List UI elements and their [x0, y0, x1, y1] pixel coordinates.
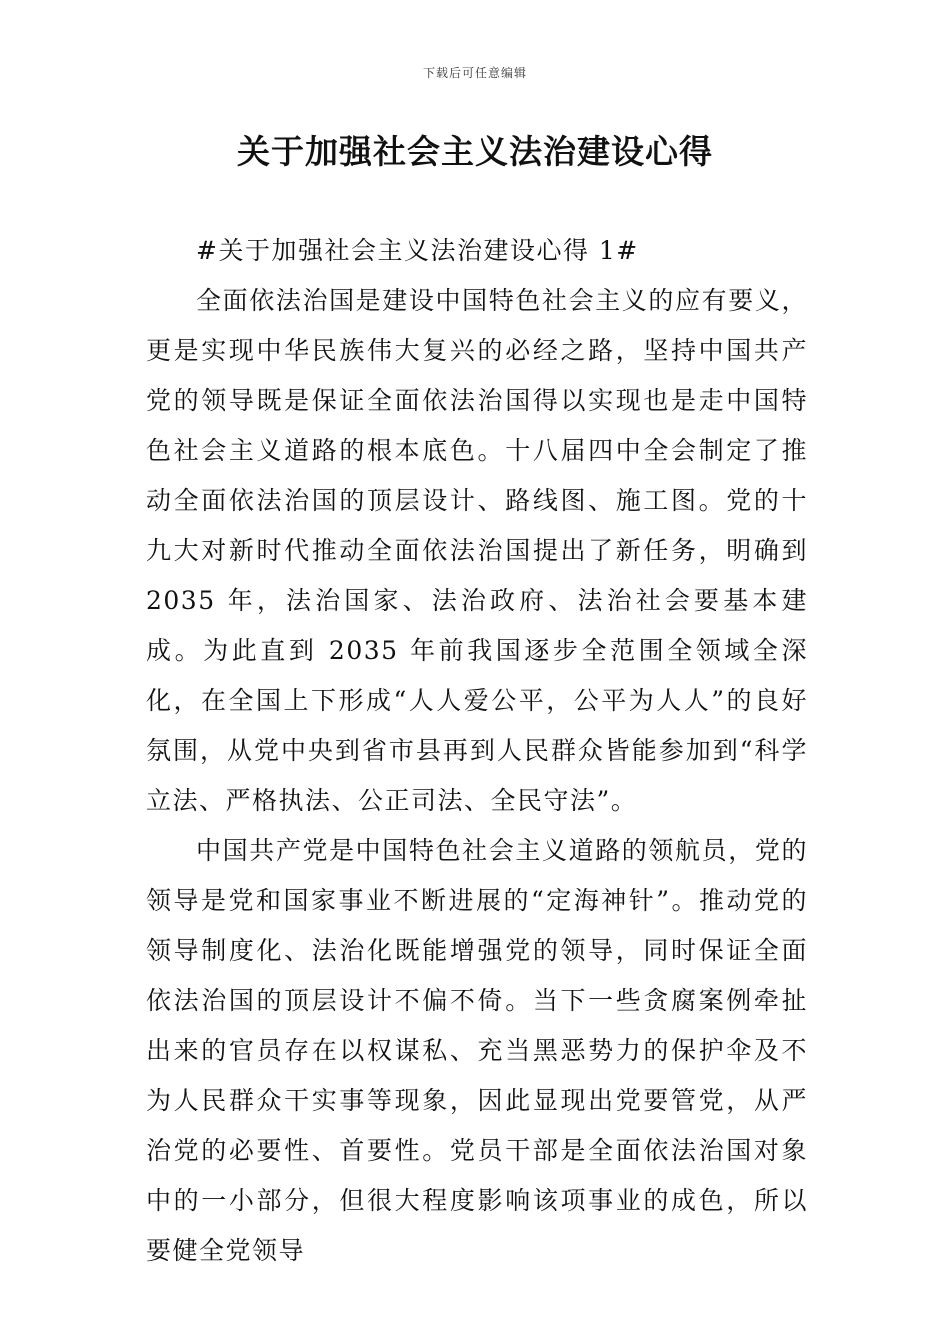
- paragraph-1: 全面依法治国是建设中国特色社会主义的应有要义，更是实现中华民族伟大复兴的必经之路，坚持中国共产党的领导既是保证全面依法治国得以实现也是走中国特色社会主义道路的根本底色。十八届四中全会制定了推动全面依法治国的顶层设计、路线图、施工图。党的十九大对新时代推动全面依法治国提出了新任务，明确到 2035 年，法治国家、法治政府、法治社会要基本建成。为此直到 2035 年前我国逐步全范围全领域全深化，在全国上下形成“人人爱公平，公平为人人”的良好氛围，从党中央到省市县再到人民群众皆能参加到“科学立法、严格执法、公正司法、全民守法”。: [146, 286, 808, 815]
- section-heading: #关于加强社会主义法治建设心得 1#: [196, 236, 639, 265]
- document-body: [146, 226, 808, 1276]
- paragraph-2: 中国共产党是中国特色社会主义道路的领航员，党的领导是党和国家事业不断进展的“定海神针”。推动党的领导制度化、法治化既能增强党的领导，同时保证全面依法治国的顶层设计不偏不倚。当下一些贪腐案例牵扯出来的官员存在以权谋私、充当黑恶势力的保护伞及不为人民群众干实事等现象，因此显现出党要管党，从严治党的必要性、首要性。党员干部是全面依法治国对象中的一小部分，但很大程度影响该项事业的成色，所以要健全党领导: [146, 836, 808, 1265]
- header-note: 下载后可任意编辑: [422, 66, 527, 80]
- document-title: 关于加强社会主义法治建设心得: [237, 132, 713, 171]
